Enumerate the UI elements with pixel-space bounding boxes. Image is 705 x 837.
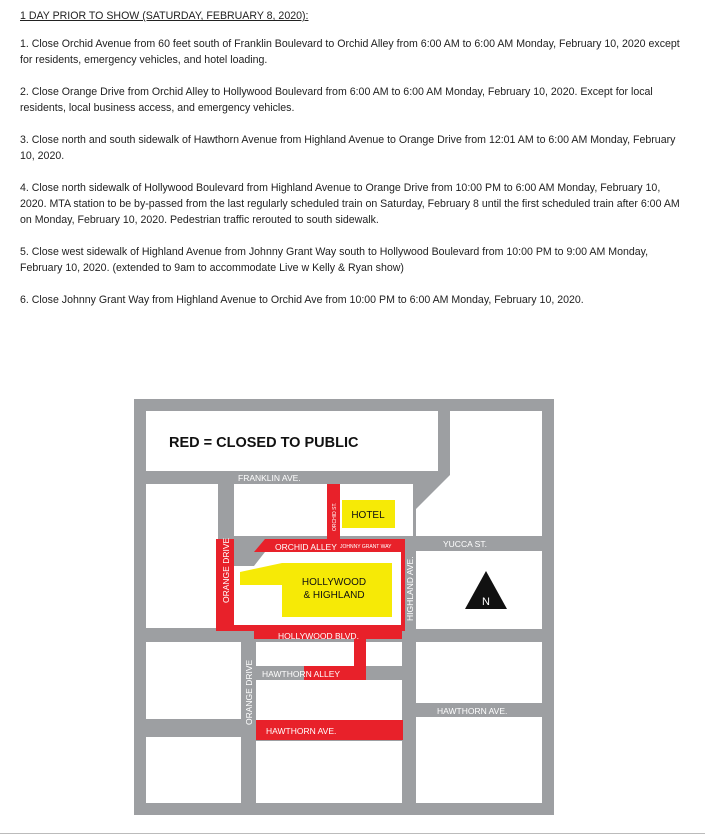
block-northwest <box>146 484 218 628</box>
block-south-center-top <box>256 642 402 666</box>
north-label: N <box>482 596 490 608</box>
hollywood-highland-label-line1: HOLLYWOOD <box>301 577 367 588</box>
street-orchid-alley: ORCHID ALLEY <box>275 542 337 552</box>
street-franklin: FRANKLIN AVE. <box>238 473 301 483</box>
street-map <box>134 399 554 815</box>
closure-item-6: 6. Close Johnny Grant Way from Highland Avenue to Orchid Ave from 10:00 PM to 6:00 AM Monday, February 10, 2020. <box>20 294 584 306</box>
notice-heading: 1 DAY PRIOR TO SHOW (SATURDAY, FEBRUARY 8, 2020): <box>20 10 309 22</box>
street-orange-lower: ORANGE DRIVE <box>244 659 254 725</box>
closure-item-3: 3. Close north and south sidewalk of Hawthorn Avenue from Highland Avenue to Orange Drive from 12:01 AM to 6:00 AM Monday, February 10, 2020. <box>20 134 676 162</box>
closure-item-4: 4. Close north sidewalk of Hollywood Boulevard from Highland Avenue to Orange Drive from 10:00 PM to 6:00 AM Monday, February 10, 2020. MTA station to be by-passed from the last regularly scheduled train on Saturday, February 8 until the first scheduled train after 6:00 AM on Monday, February 10, 2020. Pedestrian traffic rerouted to south sidewalk. <box>20 182 680 226</box>
block-southwest-lower <box>146 737 241 803</box>
block-north-center <box>234 484 327 536</box>
hotel-label: HOTEL <box>351 510 385 521</box>
block-southeast-upper <box>416 642 542 703</box>
closure-item-2: 2. Close Orange Drive from Orchid Alley to Hollywood Boulevard from 6:00 AM to 6:00 AM Monday, February 10, 2020. Except for local residents, local business access, and emergency vehicles. <box>20 86 653 114</box>
hollywood-highland-label-line2: & HIGHLAND <box>303 590 365 601</box>
street-orange-upper: ORANGE DRIVE <box>221 537 231 603</box>
street-hawthorn-ave-left: HAWTHORN AVE. <box>266 726 337 736</box>
block-south-center-lower <box>256 741 402 803</box>
map-legend: RED = CLOSED TO PUBLIC <box>169 435 359 451</box>
closure-item-1: 1. Close Orchid Avenue from 60 feet south of Franklin Boulevard to Orchid Alley from 6:00 AM to 6:00 AM Monday, February 10, 2020 except for residents, emergency vehicles, and hotel loading. <box>20 38 680 66</box>
closure-notice <box>20 8 685 324</box>
street-hawthorn-ave-right: HAWTHORN AVE. <box>437 706 508 716</box>
street-orchid-st: ORCHID ST. <box>332 502 338 531</box>
street-johnny-grant: JOHNNY GRANT WAY <box>340 544 392 550</box>
block-southeast-lower <box>416 717 542 803</box>
block-south-center-middle <box>256 680 402 720</box>
street-hollywood: HOLLYWOOD BLVD. <box>278 631 359 641</box>
block-southwest-upper <box>146 642 241 719</box>
page-divider <box>0 833 705 834</box>
street-yucca: YUCCA ST. <box>443 539 487 549</box>
closure-item-5: 5. Close west sidewalk of Highland Avenue from Johnny Grant Way south to Hollywood Boulevard from 10:00 PM to 9:00 AM Monday, February 10, 2020. (extended to 9am to accommodate Live w Kelly & Ryan show) <box>20 246 649 274</box>
street-hawthorn-alley: HAWTHORN ALLEY <box>262 669 341 679</box>
closure-map <box>134 399 554 820</box>
street-highland: HIGHLAND AVE. <box>405 556 415 621</box>
